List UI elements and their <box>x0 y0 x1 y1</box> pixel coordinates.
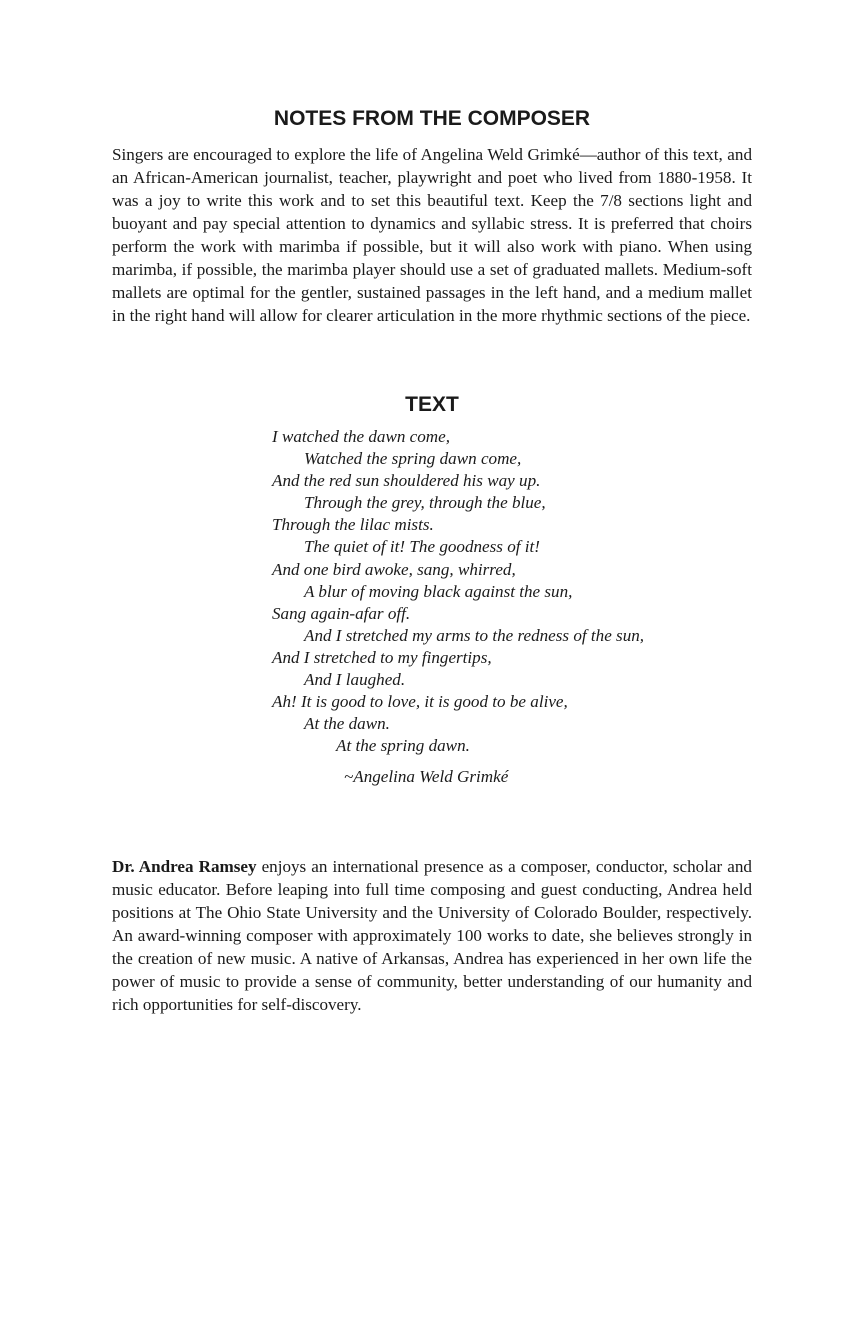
poem-line: I watched the dawn come, <box>272 427 451 446</box>
poem-line: Watched the spring dawn come, <box>304 449 522 469</box>
notes-heading: NOTES FROM THE COMPOSER <box>273 107 591 130</box>
poem <box>272 426 772 757</box>
poem-line: At the dawn. <box>304 714 390 734</box>
bio-text: enjoys an international presence as a composer, conductor, scholar and music educator. Before leaping into full time composing and guest conducting, Andrea held positions at The Ohio State University and the University of Colorado Boulder, respectively. An award-winning composer with approximately 100 works to date, she believes strongly in the creation of new music. A native of Arkansas, Andrea has experienced in her own life the power of music to provide a sense of community, better understanding of our humanity and rich opportunities for self-discovery. <box>112 857 752 1014</box>
poem-line: And one bird awoke, sang, whirred, <box>272 559 516 579</box>
poem-attribution: ~Angelina Weld Grimké <box>344 767 509 786</box>
poem-line: Ah! It is good to love, it is good to be alive, <box>272 692 568 712</box>
notes-paragraph: Singers are encouraged to explore the life of Angelina Weld Grimké—author of this text, and an African-American journalist, teacher, playwright and poet who lived from 1880-1958. It was a joy to write this work and to set this beautiful text. Keep the 7/8 sections light and buoyant and pay special attention to dynamics and syllabic stress. It is preferred that choirs perform the work with marimba if possible, but it will also work with piano. When using marimba, if possible, the marimba player should use a set of graduated mallets. Medium-soft mallets are optimal for the gentler, sustained passages in the left hand, and a medium mallet in the right hand will allow for clearer articulation in the more rhythmic sections of the piece. <box>112 145 752 325</box>
poem-line: And the red sun shouldered his way up. <box>272 471 541 491</box>
poem-line: Through the lilac mists. <box>272 515 434 535</box>
poem-line: Through the grey, through the blue, <box>304 493 546 513</box>
poem-line: The quiet of it! The goodness of it! <box>304 537 540 557</box>
poem-line: And I stretched my arms to the redness of the sun, <box>304 625 645 645</box>
composer-name: Dr. Andrea Ramsey <box>112 857 257 876</box>
poem-line: Sang again-afar off. <box>272 603 411 623</box>
poem-line: At the spring dawn. <box>336 736 470 756</box>
composer-bio <box>112 855 752 1016</box>
text-heading: TEXT <box>405 393 459 416</box>
poem-line: And I laughed. <box>304 670 406 690</box>
poem-line: A blur of moving black against the sun, <box>304 581 573 601</box>
poem-line: And I stretched to my fingertips, <box>272 647 492 667</box>
